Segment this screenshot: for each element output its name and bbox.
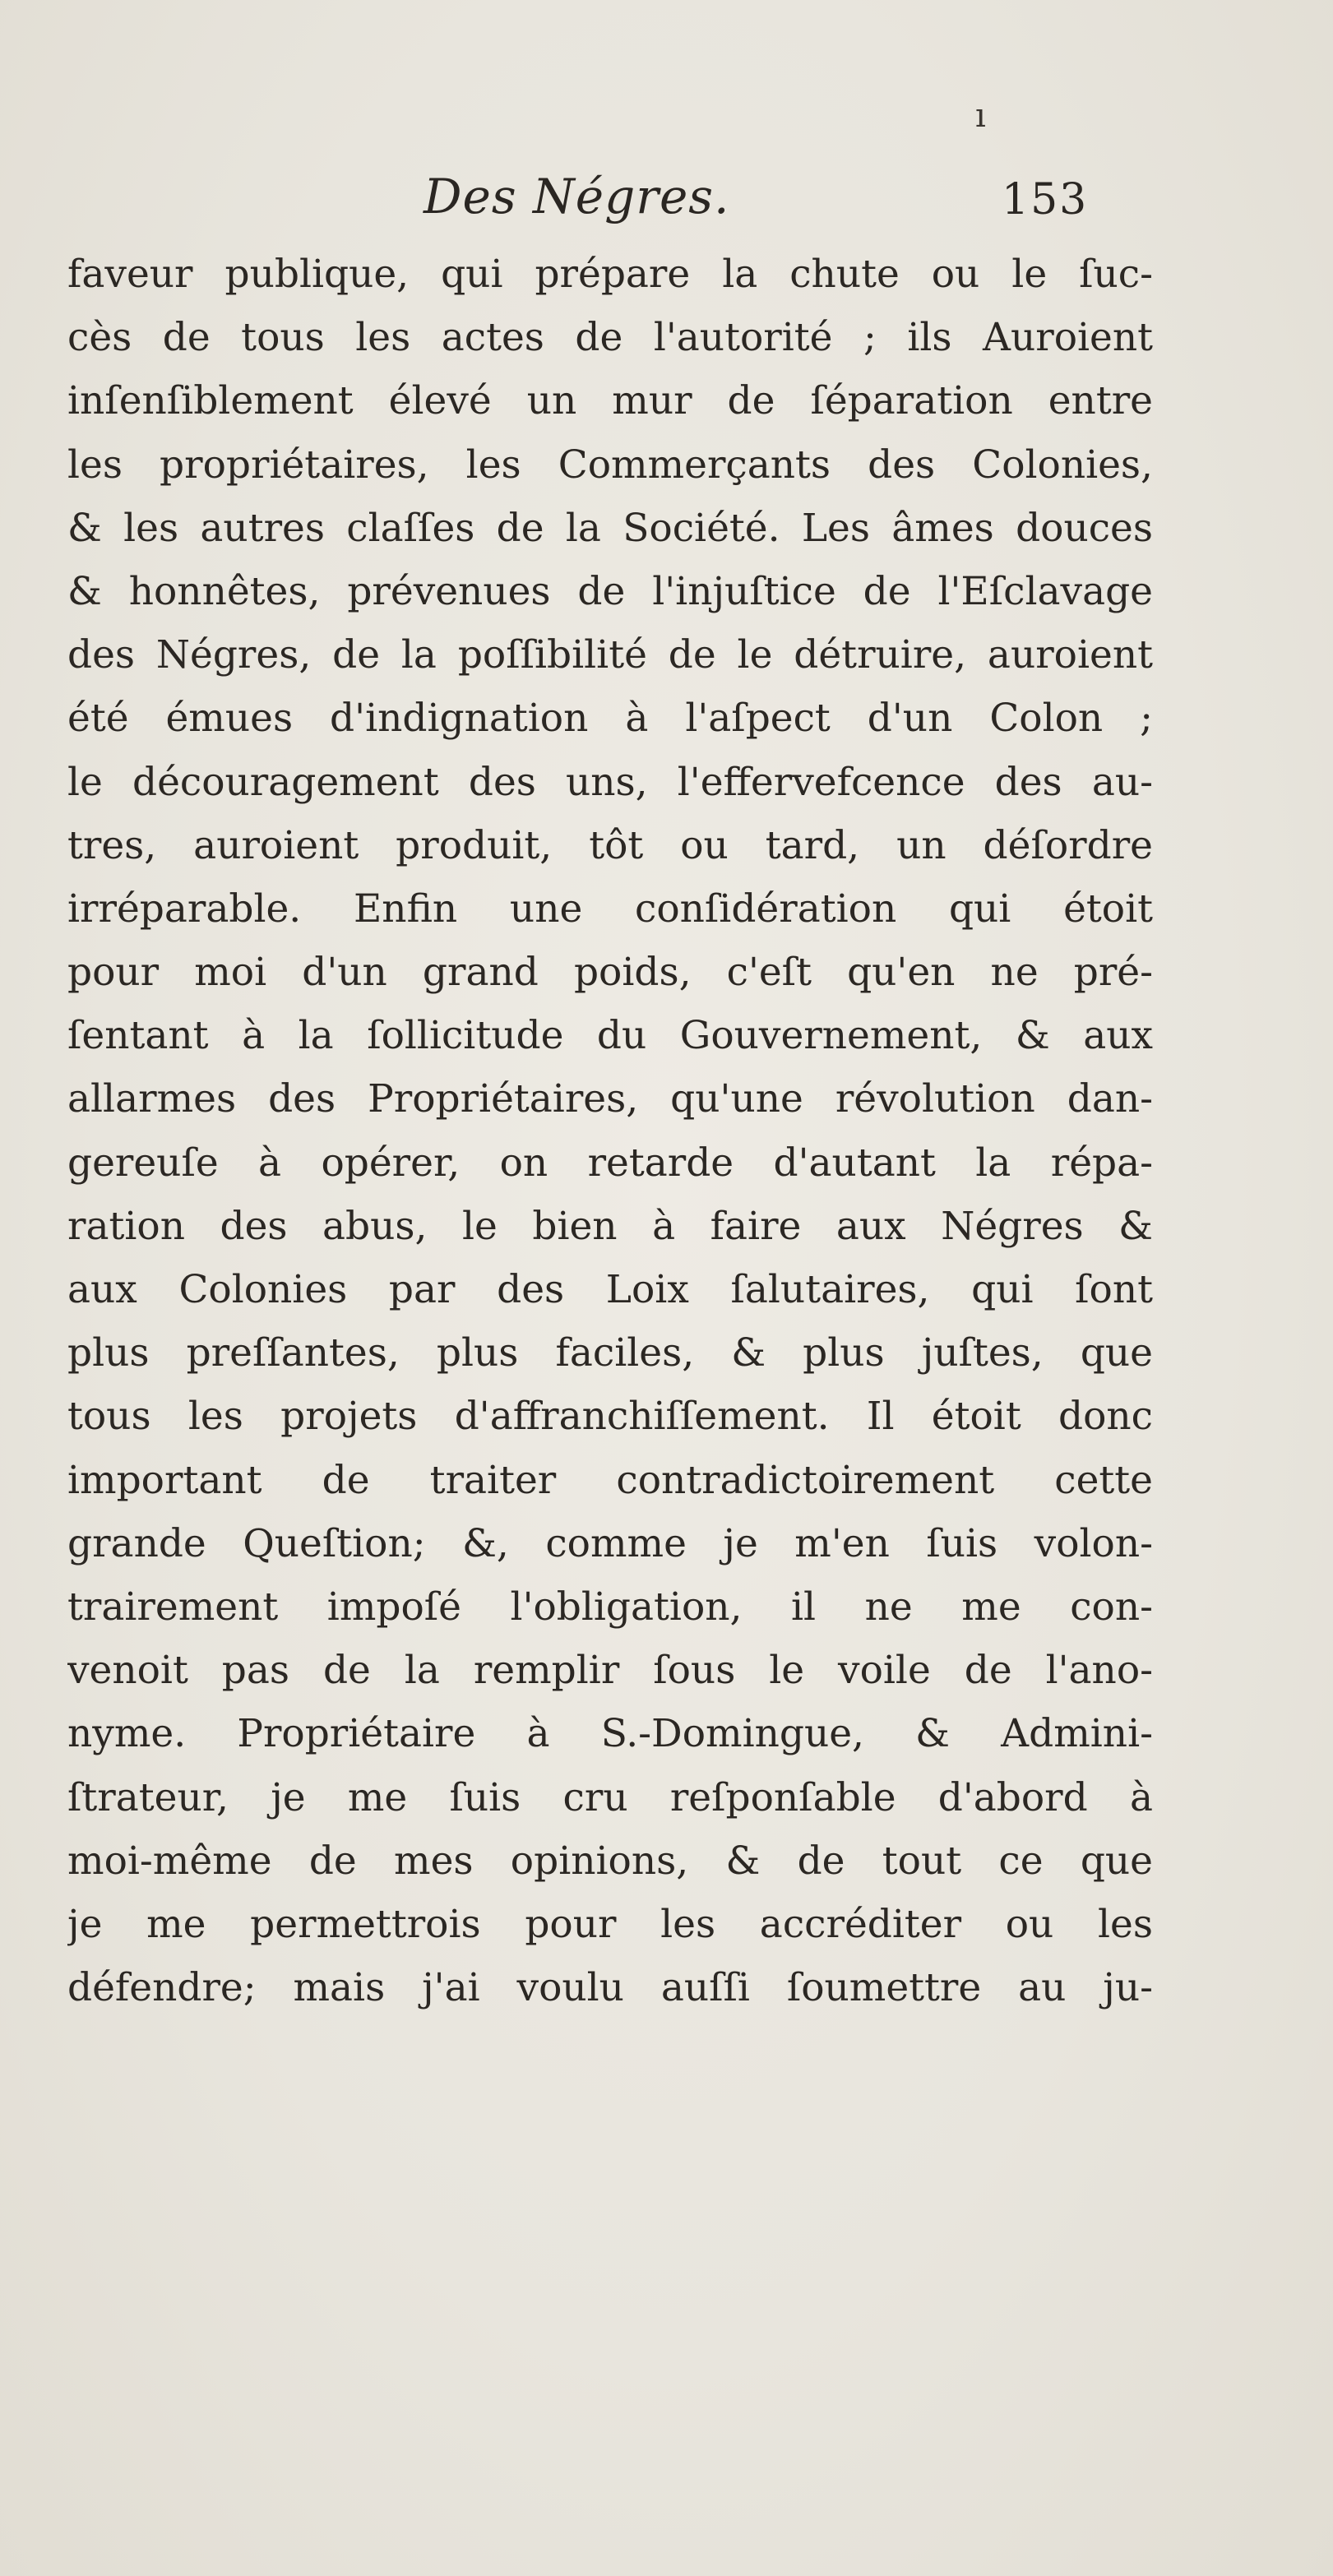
text-line: faveur publique, qui prépare la chute ou le ſuc- — [67, 252, 1153, 297]
text-line: ration des abus, le bien à faire aux Négres & — [67, 1203, 1153, 1249]
stray-mark: ı — [975, 97, 986, 135]
text-line: je me permettrois pour les accréditer ou les — [67, 1901, 1153, 1947]
text-line: le découragement des uns, l'effervefcence des au- — [67, 759, 1153, 805]
text-line: venoit pas de la remplir ſous le voile de l'ano- — [67, 1648, 1153, 1694]
body-text — [67, 243, 1153, 2019]
text-line: aux Colonies par des Loix ſalutaires, qui ſont — [67, 1267, 1153, 1312]
running-head — [0, 169, 1333, 243]
text-line: & honnêtes, prévenues de l'injuſtice de l'Eſclavage — [67, 568, 1153, 614]
text-line: défendre; mais j'ai voulu auſſi ſoumettre au ju- — [67, 1965, 1153, 2011]
text-line: gereuſe à opérer, on retarde d'autant la répa- — [67, 1140, 1153, 1186]
text-line: nyme. Propriétaire à S.-Domingue, & Admini- — [67, 1711, 1153, 1757]
text-line: moi-même de mes opinions, & de tout ce que — [67, 1838, 1153, 1884]
text-line: grande Queſtion; &, comme je m'en ſuis volon- — [67, 1520, 1153, 1566]
text-line: tres, auroient produit, tôt ou tard, un déſordre — [67, 822, 1153, 868]
text-line: irréparable. Enfin une conſidération qui étoit — [67, 886, 1153, 932]
text-line: ſentant à la ſollicitude du Gouvernement, & aux — [67, 1013, 1153, 1059]
text-line: des Négres, de la poſſibilité de le détruire, auroient — [67, 632, 1153, 678]
text-line: inſenſiblement élevé un mur de ſéparation entre — [67, 378, 1153, 424]
text-line: & les autres claſſes de la Société. Les âmes douces — [67, 505, 1153, 551]
text-line: cès de tous les actes de l'autorité ; ils Auroient — [67, 315, 1153, 361]
text-line: ſtrateur, je me ſuis cru reſponſable d'abord à — [67, 1774, 1153, 1820]
page-number: 153 — [1002, 175, 1089, 224]
text-line: plus preſſantes, plus faciles, & plus juſtes, que — [67, 1330, 1153, 1376]
text-line: été émues d'indignation à l'aſpect d'un Colon ; — [67, 696, 1153, 742]
text-line: trairement impoſé l'obligation, il ne me con- — [67, 1584, 1153, 1630]
text-line: important de traiter contradictoirement cette — [67, 1457, 1153, 1503]
text-line: allarmes des Propriétaires, qu'une révolution dan- — [67, 1076, 1153, 1122]
text-line: tous les projets d'affranchiſſement. Il étoit donc — [67, 1394, 1153, 1440]
text-line: les propriétaires, les Commerçants des Colonies, — [67, 442, 1153, 488]
text-line: pour moi d'un grand poids, c'eſt qu'en ne pré- — [67, 950, 1153, 996]
running-title: Des Négres. — [424, 169, 730, 224]
